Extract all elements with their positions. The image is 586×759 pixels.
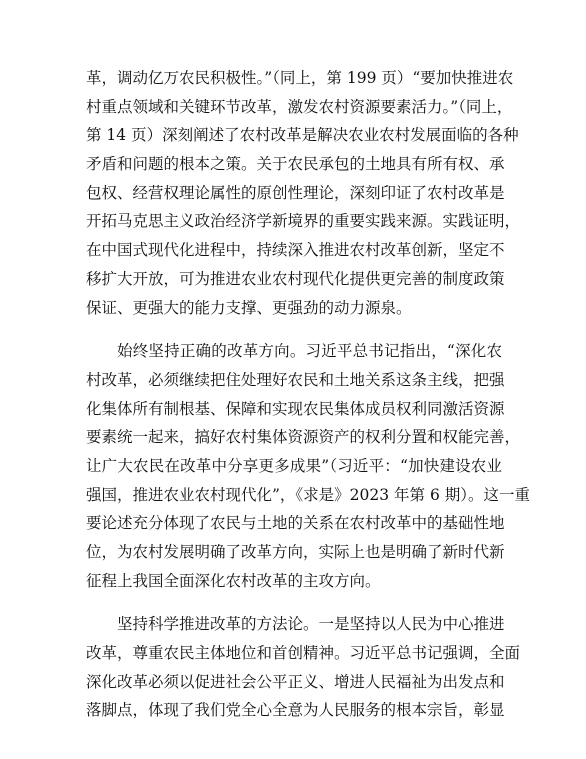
text-line: 落脚点，体现了我们党全心全意为人民服务的根本宗旨，彰显	[86, 701, 505, 720]
text-line: 村重点领域和关键环节改革，激发农村资源要素活力。”（同上，	[86, 97, 513, 116]
text-line: 在中国式现代化进程中，持续深入推进农村改革创新，坚定不	[86, 241, 505, 260]
text-line: 位，为农村发展明确了改革方向，实际上也是明确了新时代新	[86, 543, 505, 561]
text-line: 要论述充分体现了农民与土地的关系在农村改革中的基础性地	[86, 514, 505, 533]
text-line: 第 14 页）深刻阐述了农村改革是解决农业农村发展面临的各种	[86, 126, 519, 145]
text-line: 矛盾和问题的根本之策。关于农民承包的土地具有所有权、承	[86, 155, 505, 174]
text-line: 强国，推进农业农村现代化”，《求是》2023 年第 6 期）。这一重	[86, 485, 531, 504]
text-line: 化集体所有制根基、保障和实现农民集体成员权利同激活资源	[86, 399, 505, 418]
text-line: 深化改革必须以促进社会公平正义、增进人民福祉为出发点和	[86, 672, 505, 691]
text-line: 移扩大开放，可为推进农业农村现代化提供更完善的制度政策	[86, 269, 505, 288]
text-line: 始终坚持正确的改革方向。习近平总书记指出，“深化农	[117, 342, 502, 361]
paragraph-reform-direction	[86, 337, 531, 595]
text-line: 坚持科学推进改革的方法论。一是坚持以人民为中心推进	[117, 615, 505, 634]
article-body	[86, 64, 531, 725]
text-line: 征程上我国全面深化农村改革的主攻方向。	[86, 571, 381, 590]
paragraph-rural-reform-practice	[86, 64, 521, 322]
text-line: 包权、经营权理论属性的原创性理论，深刻印证了农村改革是	[86, 183, 505, 202]
text-line: 村改革，必须继续把住处理好农民和土地关系这条主线，把强	[86, 370, 505, 389]
text-line: 开拓马克思主义政治经济学新境界的重要实践来源。实践证明，	[86, 212, 521, 231]
text-line: 改革，尊重农民主体地位和首创精神。习近平总书记强调，全面	[86, 644, 521, 663]
text-line: 要素统一起来，搞好农村集体资源资产的权利分置和权能完善，	[86, 428, 521, 447]
text-line: 革，调动亿万农民积极性。”（同上，第 199 页）“要加快推进农	[86, 69, 514, 87]
paragraph-reform-methodology	[86, 610, 521, 725]
text-line: 保证、更强大的能力支撑、更强劲的动力源泉。	[86, 298, 412, 317]
text-line: 让广大农民在改革中分享更多成果”（习近平：“加快建设农业	[86, 456, 502, 475]
